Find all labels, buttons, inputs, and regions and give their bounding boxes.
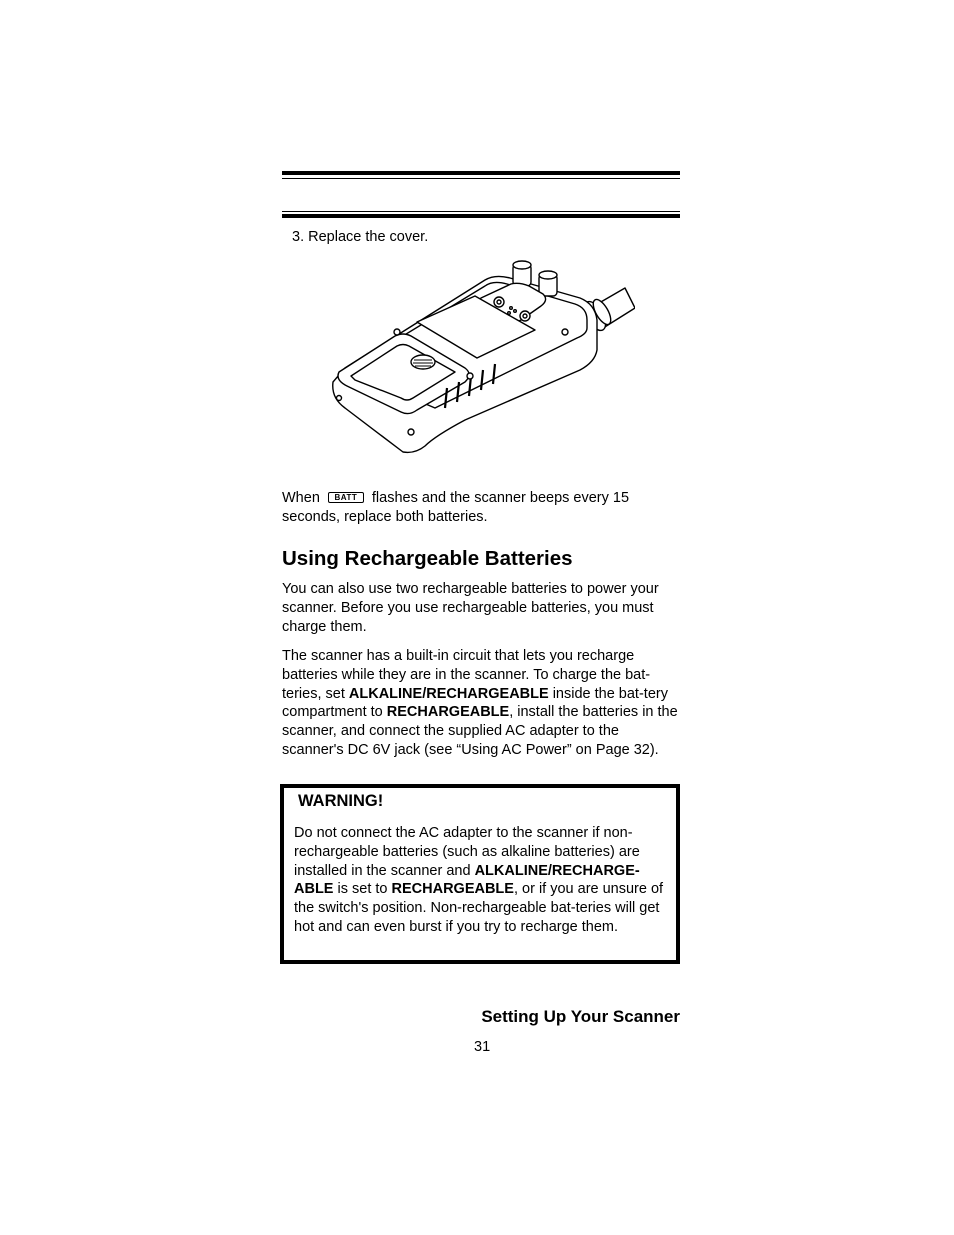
header-rule-top-thin bbox=[282, 178, 680, 179]
scanner-battery-cover-illustration bbox=[325, 258, 635, 458]
charging-instructions-paragraph: The scanner has a built-in circuit that lets you recharge batteries while they are in the scanner. To charge the bat-teries, set ALKALINE/RECHARGEABLE inside the bat-tery compartment to RECHARGEABLE, install the batteries in the scanner, and connect the supplied AC adapter to the scanner's DC 6V jack (see “Using AC Power” on Page 32). bbox=[282, 648, 678, 758]
step-text: Replace the cover. bbox=[308, 229, 429, 245]
warning-text: Do not connect the AC adapter to the scanner if non-rechargeable batteries (such as alkaline batteries) are installed in the scanner and ALKALINE/RECHARGE-ABLE is set to RECHARGEABLE, or if you are unsure of the switch's position. Non-rechargeable bat-teries will get hot and can even burst if you try to recharge them. bbox=[294, 825, 664, 935]
footer-section-title: Setting Up Your Scanner bbox=[481, 1007, 680, 1026]
batt-note-before: When bbox=[282, 490, 320, 506]
warning-box bbox=[280, 784, 680, 964]
batt-note-after: flashes and the scanner beeps every 15 seconds, replace both batteries. bbox=[282, 490, 630, 525]
switch-setting: RECHARGEABLE bbox=[386, 704, 510, 721]
step-3 bbox=[292, 229, 428, 245]
step-number: 3. bbox=[292, 229, 305, 245]
switch-name: ALKALINE/RECHARGEABLE bbox=[348, 685, 549, 702]
header-rule-bottom-thin bbox=[282, 211, 680, 212]
rechargeable-intro-paragraph: You can also use two rechargeable batteries to power your scanner. Before you use rechargeable batteries, you must charge them. bbox=[282, 581, 659, 635]
warning-title: WARNING! bbox=[298, 792, 384, 810]
header-rule-top-thick bbox=[282, 171, 680, 175]
page-number: 31 bbox=[474, 1039, 491, 1055]
battery-replace-note bbox=[282, 489, 682, 527]
header-rule-bottom-thick bbox=[282, 214, 680, 218]
section-heading: Using Rechargeable Batteries bbox=[282, 547, 573, 570]
battery-low-icon: BATT bbox=[328, 492, 364, 503]
